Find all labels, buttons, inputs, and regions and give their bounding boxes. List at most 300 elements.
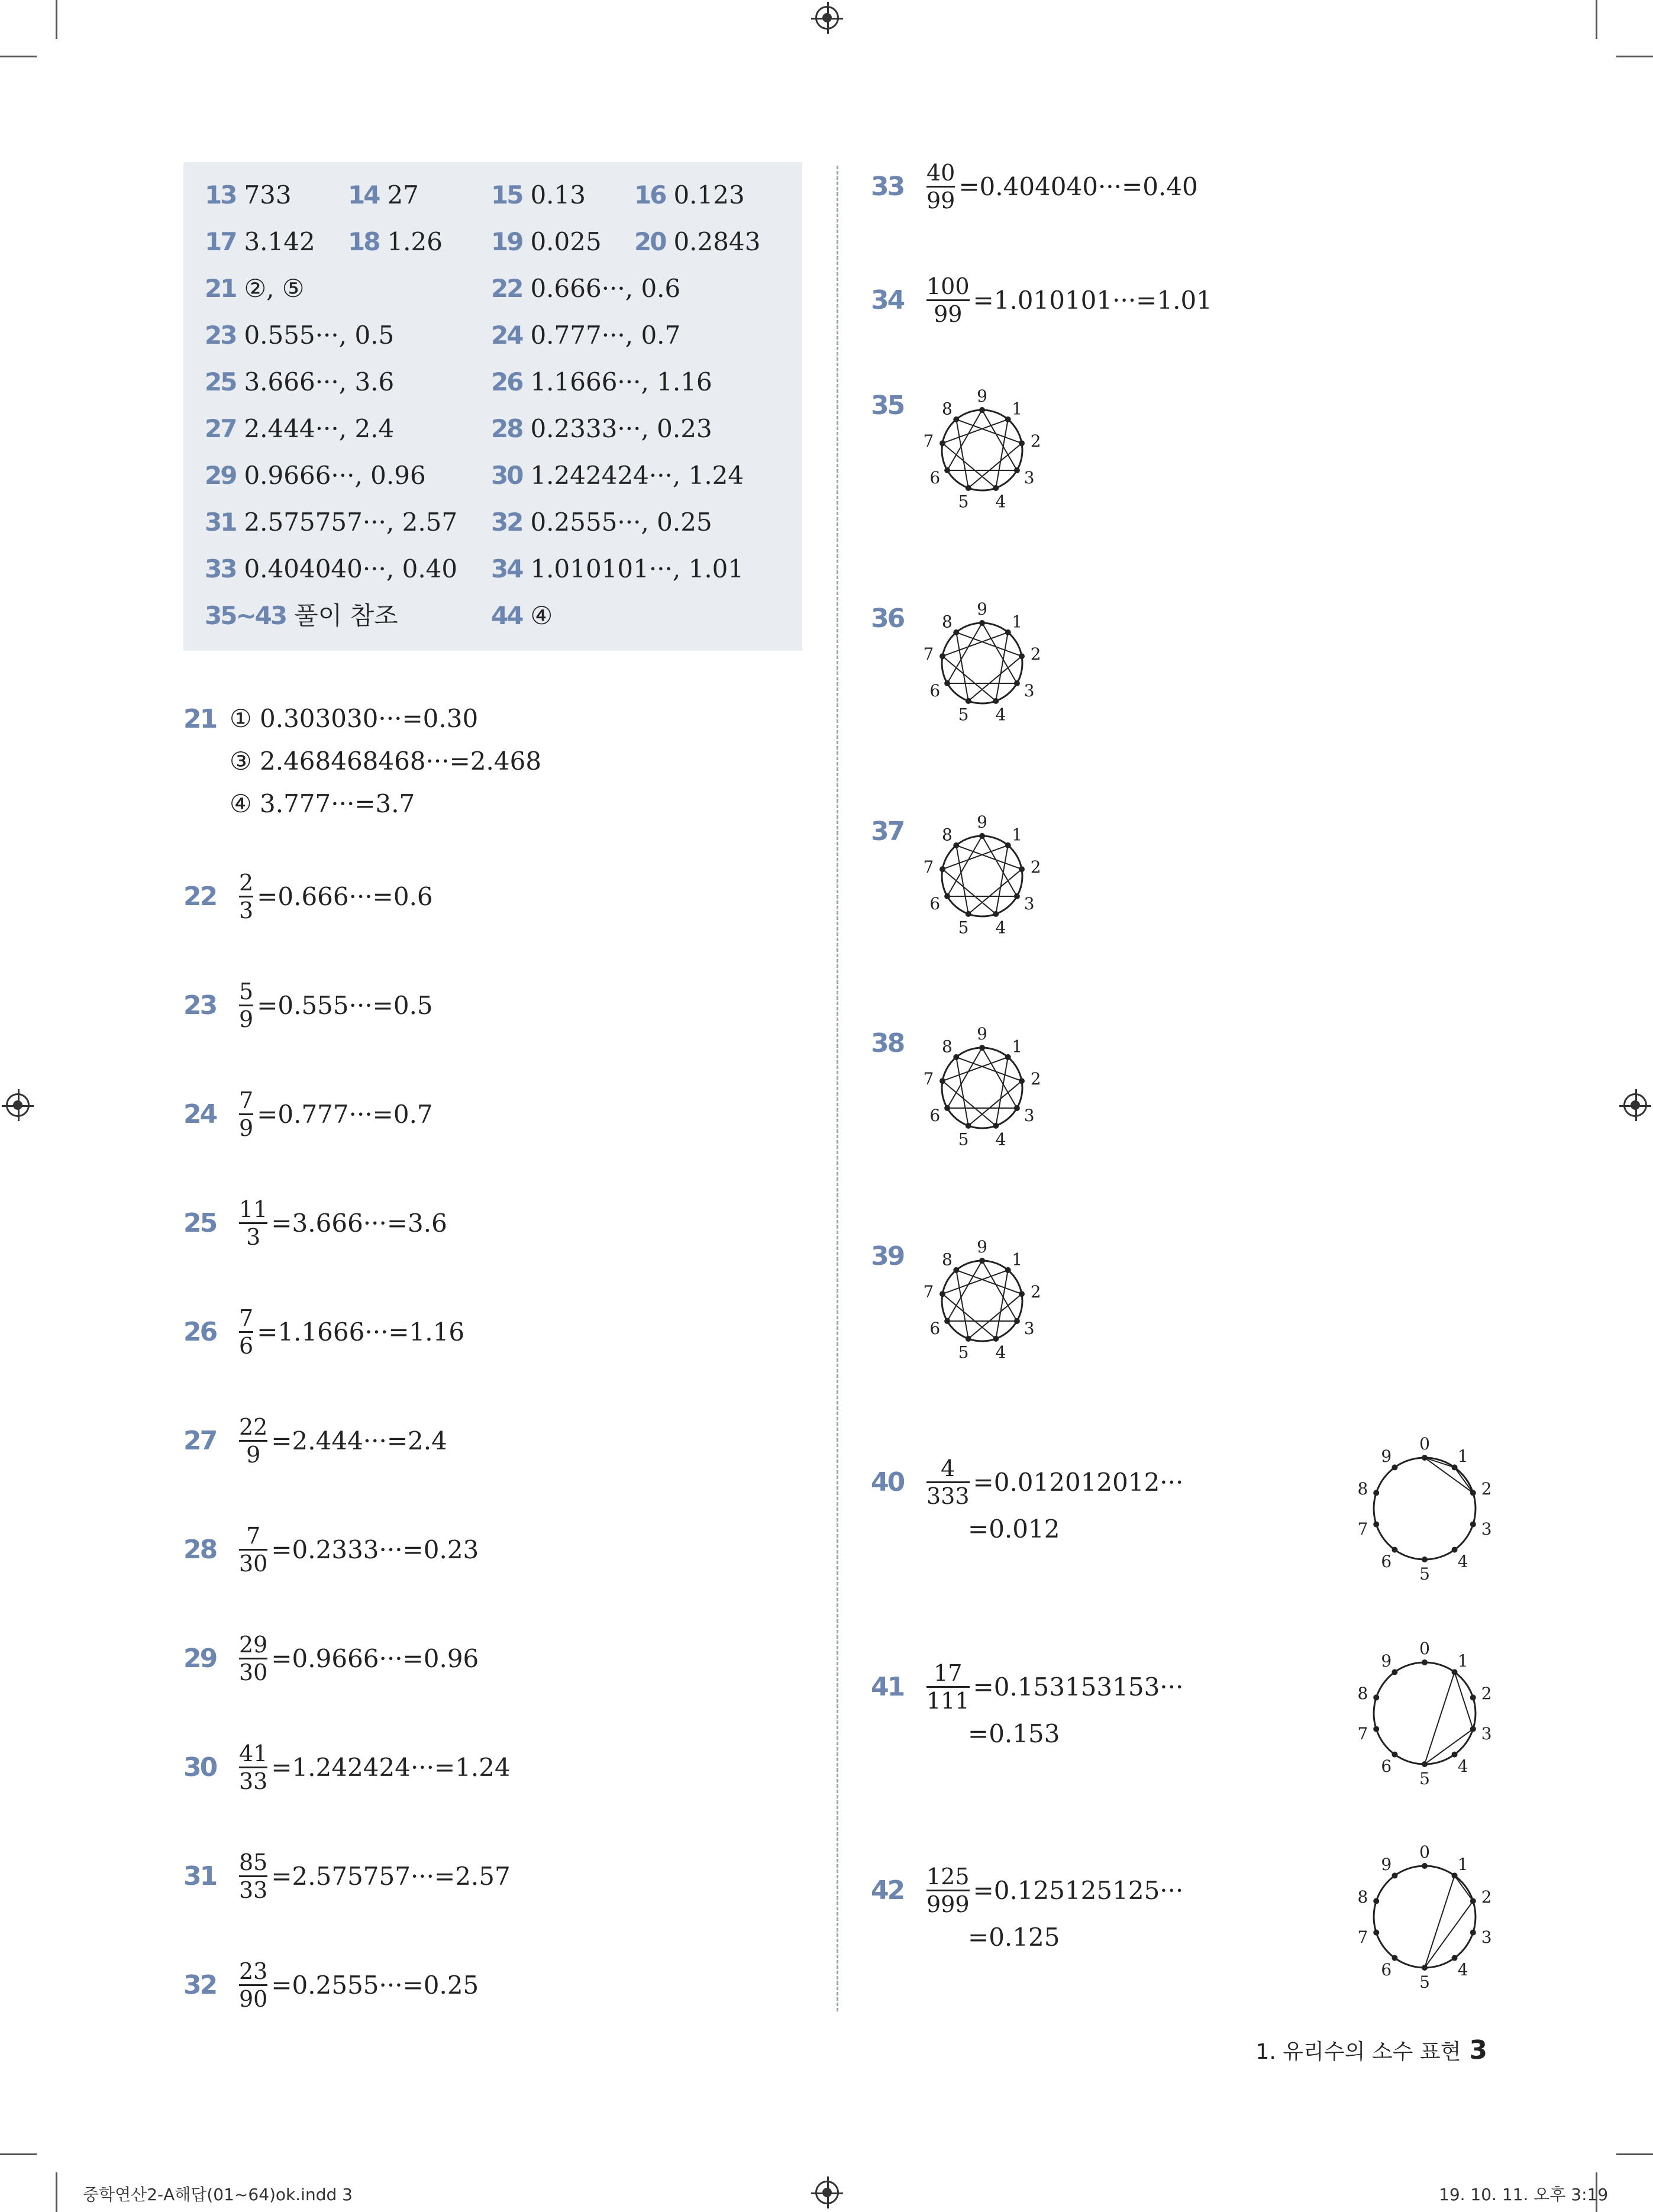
equation-rest: =0.404040···=0.40 <box>958 172 1198 201</box>
answer-item <box>205 598 398 634</box>
solution-21 <box>183 704 235 734</box>
cycle-circle <box>942 1261 1022 1341</box>
digit-label: 1 <box>1012 1036 1023 1057</box>
digit-point <box>979 1045 985 1051</box>
problem-number: 29 <box>183 1643 217 1674</box>
solution-42 <box>871 1864 1183 1917</box>
problem-number: 22 <box>183 881 217 912</box>
numerator: 7 <box>246 1523 261 1549</box>
problem-number: 26 <box>183 1317 217 1347</box>
equation-line-2: =0.012 <box>968 1515 1060 1543</box>
digit-point <box>966 698 971 704</box>
digit-label: 4 <box>995 705 1006 725</box>
numerator: 5 <box>239 979 254 1005</box>
digit-label: 6 <box>929 1106 941 1125</box>
digit-label: 8 <box>941 1036 953 1057</box>
equation-rest: =0.777···=0.7 <box>257 1100 433 1129</box>
digit-point <box>1452 1547 1458 1553</box>
digit-point <box>1005 629 1011 635</box>
answer-value: 0.404040···, 0.40 <box>244 554 458 583</box>
fraction <box>239 1414 267 1468</box>
crop-mark <box>56 0 57 39</box>
answer-value: 0.2843 <box>673 227 761 256</box>
answer-value: 0.2555···, 0.25 <box>530 508 712 537</box>
problem-number: 35 <box>871 390 904 421</box>
fraction <box>239 1849 267 1903</box>
answer-item <box>205 505 457 540</box>
fraction <box>239 979 253 1032</box>
digit-point <box>944 1318 950 1324</box>
cycle-diagram-37 <box>911 802 1053 944</box>
digit-label: 9 <box>977 1237 987 1257</box>
denominator: 9 <box>239 1006 254 1032</box>
crop-mark <box>56 2172 57 2212</box>
answer-value: 3.666···, 3.6 <box>244 367 395 396</box>
digit-point <box>1422 1761 1428 1767</box>
digit-label: 9 <box>1381 1855 1392 1875</box>
digit-label: 9 <box>977 599 987 619</box>
solution-24 <box>183 1087 433 1141</box>
digit-label: 6 <box>1381 1756 1392 1776</box>
problem-number: 24 <box>183 1099 217 1129</box>
digit-label: 3 <box>1481 1723 1492 1743</box>
answer-number: 16 <box>634 180 666 209</box>
digit-label: 5 <box>1419 1769 1430 1788</box>
answer-value: 풀이 참조 <box>294 601 398 630</box>
equation-rest: =1.1666···=1.16 <box>257 1317 465 1346</box>
digit-label: 1 <box>1012 1249 1023 1270</box>
numerator: 85 <box>239 1849 268 1875</box>
problem-number: 37 <box>871 816 904 847</box>
numerator: 11 <box>239 1196 268 1222</box>
digit-point <box>1470 1694 1476 1700</box>
digit-label: 9 <box>977 386 987 406</box>
answer-number: 31 <box>205 508 236 537</box>
registration-mark <box>6 1093 30 1117</box>
digit-label: 7 <box>923 1282 934 1302</box>
solution-32 <box>183 1958 479 2012</box>
cycle-diagram-36 <box>911 589 1053 731</box>
digit-label: 7 <box>923 644 934 664</box>
numerator: 22 <box>239 1414 268 1440</box>
equation-line-2: =0.153 <box>968 1719 1060 1748</box>
chapter-title: 1. 유리수의 소수 표현 <box>1255 2040 1461 2064</box>
digit-point <box>993 1123 999 1129</box>
problem-number: 36 <box>871 603 904 634</box>
equation-line: =0.012012012··· <box>973 1468 1184 1497</box>
answer-number: 23 <box>205 321 236 350</box>
digit-label: 4 <box>995 1342 1006 1362</box>
answer-item <box>205 458 426 493</box>
answer-number: 15 <box>491 180 522 209</box>
answer-item <box>491 551 744 587</box>
digit-label: 7 <box>923 431 934 451</box>
solution-41 <box>871 1660 1183 1714</box>
digit-point <box>993 911 999 917</box>
digit-point <box>1373 1930 1379 1936</box>
digit-point <box>953 1267 959 1273</box>
answer-item <box>491 177 586 213</box>
digit-point <box>1019 440 1025 446</box>
answer-item <box>491 271 680 306</box>
answer-value: 0.025 <box>530 227 602 256</box>
digit-point <box>953 629 959 635</box>
cycle-diagram-39 <box>911 1227 1053 1369</box>
solution-30 <box>183 1740 511 1794</box>
answer-item <box>491 505 712 540</box>
answer-number: 18 <box>348 227 379 256</box>
digit-point <box>966 911 971 917</box>
equation-rest: =1.010101···=1.01 <box>973 286 1212 315</box>
fraction <box>926 160 955 214</box>
chord-line <box>996 1270 1008 1339</box>
problem-number: 30 <box>183 1752 217 1782</box>
digit-point <box>1373 1694 1379 1700</box>
digit-label: 7 <box>1357 1723 1368 1743</box>
answer-number: 27 <box>205 414 236 443</box>
answer-value: 0.13 <box>530 180 586 209</box>
digit-point <box>953 1054 959 1060</box>
answer-number: 20 <box>634 227 666 256</box>
answer-value: 27 <box>387 180 419 209</box>
chord-line <box>1425 1672 1455 1764</box>
digit-label: 4 <box>995 492 1006 512</box>
numerator: 40 <box>926 160 955 186</box>
digit-label: 3 <box>1024 681 1035 700</box>
denominator: 99 <box>926 188 955 214</box>
numerator: 4 <box>941 1455 955 1481</box>
answer-number: 21 <box>205 274 236 303</box>
fraction <box>239 870 253 923</box>
decimal-diagram-40 <box>1348 1432 1502 1585</box>
cycle-circle <box>942 836 1022 916</box>
chord-line <box>996 419 1008 488</box>
digit-label: 4 <box>1457 1756 1468 1776</box>
cycle-circle <box>1374 1458 1476 1559</box>
crop-mark <box>1616 56 1653 57</box>
answer-value: ②, ⑤ <box>244 274 305 303</box>
digit-point <box>966 485 971 491</box>
digit-label: 2 <box>1030 1282 1041 1302</box>
registration-mark <box>1623 1093 1647 1117</box>
digit-point <box>1470 1490 1476 1496</box>
answer-number: 25 <box>205 367 236 396</box>
digit-point <box>1452 1872 1458 1878</box>
digit-label: 8 <box>941 825 953 845</box>
digit-point <box>993 698 999 704</box>
solution-23 <box>183 979 433 1032</box>
answer-item <box>491 364 712 400</box>
denominator: 333 <box>926 1483 970 1509</box>
fraction <box>239 1740 267 1794</box>
answer-item <box>205 177 292 213</box>
digit-point <box>1422 1659 1428 1665</box>
denominator: 3 <box>239 897 254 923</box>
digit-label: 5 <box>958 1129 969 1149</box>
solution-21-line: ① 0.303030···=0.30 <box>230 704 479 733</box>
digit-label: 5 <box>958 1342 969 1362</box>
cycle-circle <box>1374 1662 1476 1764</box>
file-slug: 중학연산2-A해답(01~64)ok.indd 3 <box>83 2185 353 2204</box>
answer-value: 1.1666···, 1.16 <box>530 367 712 396</box>
fraction <box>926 1455 970 1509</box>
digit-point <box>1005 1267 1011 1273</box>
digit-point <box>940 1291 945 1297</box>
digit-point <box>979 833 985 839</box>
fraction <box>239 1523 267 1577</box>
digit-label: 6 <box>929 894 941 913</box>
digit-label: 6 <box>1381 1551 1392 1571</box>
answer-value: 0.777···, 0.7 <box>530 321 681 350</box>
digit-label: 1 <box>1012 825 1023 845</box>
answer-number: 14 <box>348 180 379 209</box>
equation-rest: =2.575757···=2.57 <box>271 1862 511 1891</box>
digit-point <box>993 1336 999 1342</box>
digit-label: 4 <box>1457 1551 1468 1571</box>
digit-point <box>1392 1547 1397 1553</box>
digit-point <box>1014 1105 1020 1111</box>
answer-value: 0.555···, 0.5 <box>244 321 395 350</box>
digit-label: 1 <box>1457 1651 1468 1671</box>
crop-mark <box>0 2153 37 2155</box>
answer-value: 3.142 <box>244 227 315 256</box>
digit-label: 2 <box>1030 431 1041 451</box>
problem-number: 39 <box>871 1241 904 1271</box>
digit-label: 6 <box>1381 1959 1392 1980</box>
digit-point <box>1392 1955 1397 1961</box>
fraction <box>239 1305 253 1359</box>
cycle-circle <box>942 410 1022 490</box>
digit-label: 8 <box>1357 1684 1368 1704</box>
digit-point <box>1373 1522 1379 1528</box>
problem-number: 21 <box>183 704 217 734</box>
numerator: 17 <box>934 1660 963 1686</box>
digit-point <box>1019 1291 1025 1297</box>
digit-label: 5 <box>1419 1564 1430 1584</box>
answer-item <box>491 224 602 260</box>
chord-line <box>996 632 1008 701</box>
denominator: 30 <box>239 1659 268 1685</box>
answer-number: 29 <box>205 461 236 490</box>
answer-number: 44 <box>491 601 522 630</box>
digit-label: 8 <box>941 399 953 419</box>
answer-value: 733 <box>244 180 292 209</box>
answer-item <box>205 411 394 447</box>
answer-number: 13 <box>205 180 236 209</box>
digit-point <box>944 1105 950 1111</box>
equation-rest: =1.242424···=1.24 <box>271 1753 511 1782</box>
answer-number: 33 <box>205 554 236 583</box>
problem-number: 23 <box>183 990 217 1021</box>
digit-point <box>1019 653 1025 659</box>
fraction <box>926 273 970 327</box>
digit-label: 7 <box>1357 1927 1368 1947</box>
digit-point <box>1014 893 1020 899</box>
digit-label: 1 <box>1012 612 1023 632</box>
digit-point <box>940 440 945 446</box>
digit-point <box>1470 1930 1476 1936</box>
chord-line <box>996 1057 1008 1126</box>
digit-point <box>1452 1669 1458 1675</box>
problem-number: 27 <box>183 1426 217 1456</box>
chord-line <box>1425 1875 1455 1968</box>
digit-point <box>1373 1898 1379 1904</box>
digit-label: 6 <box>929 1319 941 1338</box>
denominator: 33 <box>239 1768 268 1794</box>
solution-31 <box>183 1849 511 1903</box>
problem-number: 41 <box>871 1672 904 1702</box>
chord-line <box>1455 1875 1473 1901</box>
digit-label: 2 <box>1030 857 1041 877</box>
numerator: 7 <box>239 1087 254 1113</box>
solution-29 <box>183 1632 479 1685</box>
digit-label: 3 <box>1024 1319 1035 1338</box>
problem-number: 25 <box>183 1208 217 1238</box>
answer-number: 19 <box>491 227 522 256</box>
digit-label: 9 <box>977 1024 987 1044</box>
problem-number: 28 <box>183 1535 217 1565</box>
digit-point <box>1392 1464 1397 1470</box>
digit-label: 7 <box>923 1069 934 1089</box>
answer-item <box>205 551 457 587</box>
solution-28 <box>183 1523 479 1577</box>
solution-22 <box>183 870 433 923</box>
equation-rest: =0.2555···=0.25 <box>271 1971 479 2000</box>
answer-value: 1.010101···, 1.01 <box>530 554 744 583</box>
digit-label: 5 <box>958 705 969 725</box>
page-number: 3 <box>1469 2035 1487 2065</box>
digit-label: 4 <box>1457 1959 1468 1980</box>
digit-point <box>944 680 950 686</box>
crop-mark <box>1616 2153 1653 2155</box>
chapter-footer <box>1255 2035 1487 2065</box>
digit-label: 5 <box>958 918 969 938</box>
digit-point <box>1422 1965 1428 1971</box>
digit-point <box>953 416 959 422</box>
numerator: 100 <box>926 273 970 299</box>
denominator: 999 <box>926 1891 970 1917</box>
solution-34 <box>871 273 1212 327</box>
equation-line-2: =0.125 <box>968 1923 1060 1952</box>
denominator: 33 <box>239 1877 268 1903</box>
chord-line <box>1425 1901 1473 1968</box>
digit-point <box>944 893 950 899</box>
answer-item <box>491 411 712 447</box>
chord-line <box>956 1057 968 1126</box>
answer-number: 30 <box>491 461 522 490</box>
answer-value: 0.123 <box>673 180 745 209</box>
answer-summary-box <box>183 162 802 651</box>
chord-line <box>956 419 968 488</box>
digit-point <box>1373 1490 1379 1496</box>
digit-label: 4 <box>995 1129 1006 1149</box>
answer-item <box>205 271 304 306</box>
digit-point <box>1470 1726 1476 1732</box>
solution-40 <box>871 1455 1183 1509</box>
answer-item <box>348 224 443 260</box>
digit-point <box>966 1336 971 1342</box>
chord-line <box>1455 1467 1473 1493</box>
fraction <box>239 1632 267 1685</box>
digit-label: 6 <box>929 681 941 700</box>
digit-point <box>953 842 959 848</box>
answer-item <box>491 458 744 493</box>
fraction <box>239 1196 267 1250</box>
equation-rest: =3.666···=3.6 <box>271 1209 447 1238</box>
equation-rest: =2.444···=2.4 <box>271 1426 447 1455</box>
numerator: 125 <box>926 1864 970 1890</box>
denominator: 111 <box>926 1688 970 1714</box>
equation-rest: =0.555···=0.5 <box>257 991 433 1020</box>
solution-25 <box>183 1196 447 1250</box>
digit-point <box>1470 1522 1476 1528</box>
digit-point <box>940 1078 945 1084</box>
chord-line <box>956 632 968 701</box>
digit-label: 3 <box>1024 1106 1035 1125</box>
digit-point <box>993 485 999 491</box>
column-divider <box>837 166 838 2011</box>
digit-label: 6 <box>929 468 941 487</box>
denominator: 9 <box>246 1442 261 1468</box>
chord-line <box>996 845 1008 914</box>
answer-value: 0.9666···, 0.96 <box>244 461 426 490</box>
answer-number: 26 <box>491 367 522 396</box>
answer-number: 24 <box>491 321 522 350</box>
digit-point <box>979 1258 985 1264</box>
digit-label: 5 <box>1419 1972 1430 1992</box>
fraction <box>239 1087 253 1141</box>
chord-line <box>956 845 968 914</box>
digit-label: 8 <box>941 612 953 632</box>
digit-point <box>1452 1464 1458 1470</box>
digit-point <box>979 620 985 626</box>
problem-number: 42 <box>871 1875 904 1906</box>
digit-point <box>1422 1863 1428 1869</box>
cycle-circle <box>1374 1866 1476 1968</box>
answer-value: 1.242424···, 1.24 <box>530 461 744 490</box>
decimal-diagram-42 <box>1348 1840 1502 1994</box>
denominator: 9 <box>239 1115 254 1141</box>
digit-point <box>1019 866 1025 872</box>
digit-label: 3 <box>1481 1927 1492 1947</box>
digit-point <box>940 866 945 872</box>
solution-21-line: ③ 2.468468468···=2.468 <box>230 747 542 776</box>
digit-label: 2 <box>1030 1069 1041 1089</box>
digit-point <box>966 1123 971 1129</box>
problem-number: 31 <box>183 1861 217 1891</box>
crop-mark <box>0 56 37 57</box>
answer-value: 0.666···, 0.6 <box>530 274 681 303</box>
print-timestamp: 19. 10. 11. 오후 3:19 <box>1439 2185 1609 2204</box>
digit-label: 7 <box>923 857 934 877</box>
digit-label: 1 <box>1457 1446 1468 1467</box>
answer-item <box>205 318 394 353</box>
digit-point <box>1422 1557 1428 1562</box>
digit-label: 2 <box>1030 644 1041 664</box>
answer-item <box>205 224 315 260</box>
digit-label: 2 <box>1481 1684 1492 1704</box>
numerator: 2 <box>239 870 254 896</box>
answer-number: 17 <box>205 227 236 256</box>
digit-point <box>1422 1455 1428 1461</box>
answer-number: 35~43 <box>205 601 286 630</box>
fraction <box>926 1864 970 1917</box>
digit-point <box>1392 1752 1397 1758</box>
digit-point <box>940 653 945 659</box>
fraction <box>926 1660 970 1714</box>
cycle-diagram-35 <box>911 376 1053 518</box>
digit-label: 9 <box>977 812 987 832</box>
